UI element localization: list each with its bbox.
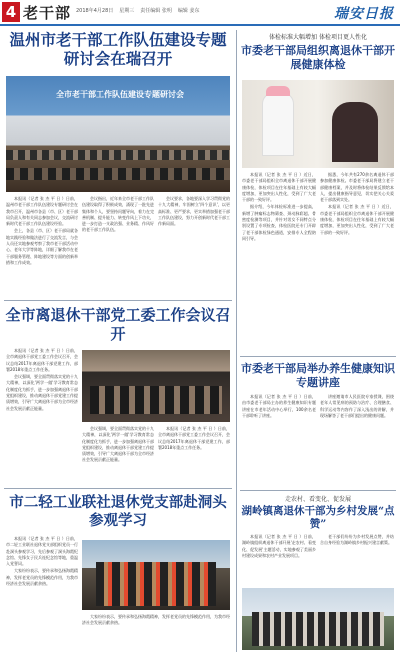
story-4-body-col-2: 讲座邀请市人民医院专家授课，围绕老年人常见病的预防与治疗、合理膳食、科学运动等内容作了深入浅出的讲解，并现场解答了老干部们提出的健康问题。 xyxy=(320,394,394,418)
audience-icon xyxy=(90,386,222,414)
story-1-body-col-3: 会议要求，各地要深入学习贯彻党的十九大精神，牢固树立'四个意识'，以更高标准、更严要求，更实举措加强老干部工作队伍建设，努力开创新时代老干部工作新局面。 xyxy=(158,196,230,227)
issue-designer: 编辑 姜东 xyxy=(177,8,200,14)
story-3-body-col-1: 本报讯（记者 张 杰 平 日 ）日前，全市离退休干部党工委工作会议召开，会议总结2017年离退休干部党建工作，部署2018年重点工作任务。 会议强调，要全面贯彻落实党的十九大精神，以深化'两学一做'学习教育常态化制度化为抓手，进一步加强离退休干部党组织建设，推动离退休干部党建工作提质增效，引导广大离退休干部为全市经济社会发展贡献正能量。 xyxy=(6,348,78,411)
visitors-icon xyxy=(96,562,216,606)
story-3-body-col-2: 会议强调，要全面贯彻落实党的十九大精神，以深化'两学一做'学习教育常态化制度化为抓手，进一步加强离退休干部党组织建设，推动离退休干部党建工作提质增效，引导广大离退休干部为全市经济社会发展贡献正能量。 xyxy=(82,426,154,463)
divider xyxy=(240,356,396,357)
story-3-body-col-3: 本报讯（记者 张 杰 平 日 ）日前，全市离退休干部党工委工作会议召开，会议总结2017年离退休干部党建工作，部署2018年重点工作任务。 xyxy=(158,426,230,450)
meeting-banner-text: 全市老干部工作队伍建设专题研讨会 xyxy=(56,90,184,99)
story-6-body-col-2: 老干部们纷纷为乡村发展点赞，并结合自身经验为湖岭镇乡村振兴建言献策。 xyxy=(320,534,394,546)
patient-icon xyxy=(332,102,378,162)
issue-editor: 责任编辑 张明 xyxy=(140,8,172,14)
village-visit-photo xyxy=(242,588,394,650)
meeting-photo xyxy=(6,76,230,192)
audience-row-icon xyxy=(6,168,230,180)
story-2-body-col-2: 据悉，今年共有270余名离退休干部参加健康体检。市委老干部局将建立老干部健康档案，并及时将体检结果反馈给本人，提出健康指导意见，切实把关心关爱老干部落到实处。 本报讯（记者 张 杰 平 日 ）近日，市委老干部局组织全市离退休干部开展健康体检，体检项目在往年基础上有较大幅度增加，更加突出人性化，受到了广大老干部的一致好评。 xyxy=(320,172,394,235)
story-5-headline: 市二轻工业联社退休党支部赴洞头参观学习 xyxy=(9,494,227,530)
story-3 xyxy=(4,306,232,344)
story-4 xyxy=(240,362,396,390)
story-5-body-col-2: 大家纷纷表示，要传承和弘扬海霞精神，发挥老党员的先锋模范作用，为我市经济社会发展贡献余热。 xyxy=(82,614,230,626)
issue-weekday: 星期三 xyxy=(119,8,135,14)
section-name: 老干部 xyxy=(23,3,72,22)
page-header xyxy=(0,0,400,26)
issue-meta xyxy=(76,7,199,14)
story-2-body-col-1: 本报讯（记者 张 杰 平 日 ）近日，市委老干部局组织全市离退休干部开展健康体检，体检项目在往年基础上有较大幅度增加，更加突出人性化，受到了广大老干部的一致好评。 据介绍，今年体检标准进一步提高，新增了肿瘤标志物筛查、颈动脉彩超、骨密度检测等项目，并针对男女不同特点分别设置了专项检查，体检医院还专门开辟了老干部体检绿色通道，安排专人全程陪同引导。 xyxy=(242,172,316,241)
divider xyxy=(4,488,232,489)
nurse-icon xyxy=(262,92,294,156)
story-4-body-col-1: 本报讯（记者 张 杰 平 日 ）日前，由市委老干部局主办的养生健康知识专题讲座在市老年活动中心举行，100余名老干部聆听了讲座。 xyxy=(242,394,316,418)
story-1 xyxy=(4,30,232,69)
section-number: 4 xyxy=(2,2,20,22)
story-1-body-col-2: 会议指出，近年来全市老干部工作队伍建设取得了积极成效，涌现了一批先进集体和个人，要坚持问题导向，着力在完善机制、提升能力、转变作风上下功夫，进一步打造一支政治强、业务精、作风好的老干部工作队伍。 xyxy=(82,196,154,233)
nurse-cap-icon xyxy=(266,86,290,96)
masthead-logo: 瑞安日报 xyxy=(334,6,394,22)
story-6-headline: 湖岭镇离退休干部为乡村发展“点赞” xyxy=(241,505,395,531)
column-divider xyxy=(236,30,237,652)
divider xyxy=(240,490,396,491)
story-2 xyxy=(240,32,396,72)
party-meeting-photo xyxy=(82,350,230,422)
story-6 xyxy=(240,494,396,531)
story-1-body-col-1: 本报讯（记者 张 杰 平 日 ）日前，温州市老干部工作队伍建设专题研讨会在我市召开，温州市各县（市、区）老干部局负责人和有关同志参加会议，交流研讨新时代老干部工作队伍建设经验。 会上，各县（市、区）老干部局就各地实践经验和做法进行了交流发言，与会人员还实地参观考察了我市老干部活动中心、老年大学等阵地，详细了解我市在老干部服务管理、阵地建设等方面的创新举措和工作成效。 xyxy=(6,196,78,265)
retirees-icon xyxy=(252,612,384,646)
group-visit-photo xyxy=(82,540,230,610)
health-check-photo xyxy=(242,80,394,168)
story-2-kicker: 体检标准大幅增加 体检项目更人性化 xyxy=(269,34,367,41)
section-badge xyxy=(2,2,72,22)
story-6-kicker: 走农村、看变化、促发展 xyxy=(284,496,351,503)
divider xyxy=(4,300,232,301)
story-5-body-col-1: 本报讯（记者 张 杰 平 日 ）日前，市二轻工业联社退休党支部组织党员一行赴洞头参观学习，先后参观了洞头海霞纪念馆、先锋女子民兵连纪念馆等地，重温入党誓词。 大家纷纷表示，要传承和弘扬海霞精神，发挥老党员的先锋模范作用，为我市经济社会发展贡献余热。 xyxy=(6,536,78,587)
story-4-headline: 市委老干部局举办养生健康知识专题讲座 xyxy=(241,362,395,389)
issue-date: 2018年4月28日 xyxy=(76,8,114,14)
story-3-headline: 全市离退休干部党工委工作会议召开 xyxy=(5,306,231,343)
story-6-body-col-1: 本报讯（记者 张 杰 平 日 ）日前，湖岭镇组织离退休干部开展'走农村、看变化、促发展'主题活动，实地参观了美丽乡村建设成果和农村产业发展项目。 xyxy=(242,534,316,558)
story-5 xyxy=(4,494,232,530)
audience-row-icon xyxy=(6,150,230,160)
story-2-headline: 市委老干部局组织离退休干部开展健康体检 xyxy=(241,44,395,71)
story-1-headline: 温州市老干部工作队伍建设专题研讨会在瑞召开 xyxy=(9,30,227,69)
